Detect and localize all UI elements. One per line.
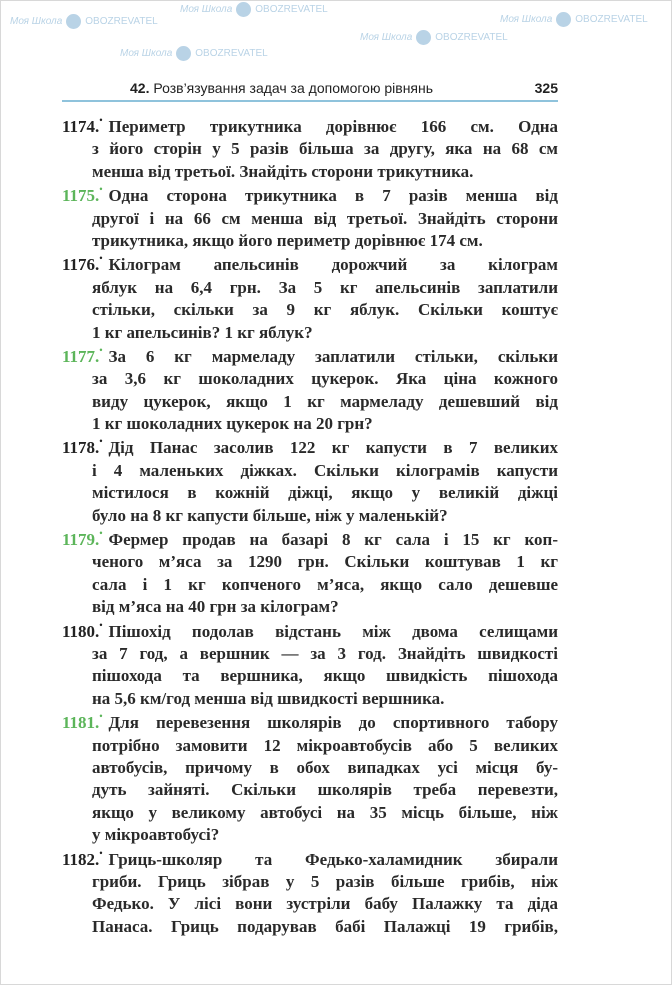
problem-number-text: 1180.: [62, 621, 100, 641]
problem-1182: [62, 849, 558, 939]
obozrevatel-logo-icon: [66, 14, 81, 29]
problem-1176: [62, 254, 558, 344]
problem-line: [62, 299, 558, 321]
problem-line: [62, 779, 558, 801]
problem-number: [62, 185, 102, 207]
problem-text: менша від третьої. Знайдіть сторони трикутника.: [92, 161, 474, 181]
watermark-brand: Моя Школа: [360, 32, 413, 43]
problem-line: [62, 208, 558, 230]
problem-text: Кілограм апельсинів дорожчий за кілограм: [108, 255, 558, 275]
problem-line: [62, 368, 558, 390]
obozrevatel-logo-icon: [176, 46, 191, 61]
problem-text: з його сторін у 5 разів більша за другу, яка на 68 см: [92, 139, 558, 159]
problem-text: За 6 кг мармеладу заплатили стільки, скільки: [108, 346, 558, 366]
difficulty-mark: •: [99, 184, 103, 195]
watermark: [120, 46, 268, 61]
watermark-partner: OBOZREVATEL: [255, 4, 328, 15]
problem-line: [62, 665, 558, 687]
problem-text: якщо у великому автобусі на 35 місць більше, ніж: [92, 802, 558, 822]
problem-line: [62, 277, 558, 299]
problem-line: [62, 688, 558, 710]
section-title-text: Розв’язування задач за допомогою рівнянь: [153, 80, 434, 96]
problem-line: [62, 346, 558, 368]
problem-line: [62, 849, 558, 871]
running-header: [62, 76, 558, 102]
problem-text: Гриць-школяр та Федько-халамидник збирали: [108, 849, 558, 869]
problem-number-text: 1179.: [62, 530, 100, 550]
problem-text: стільки, скільки за 9 кг яблук. Скільки коштує: [92, 300, 558, 320]
problem-1178: [62, 437, 558, 527]
problem-number-text: 1175.: [62, 186, 100, 206]
problem-text: на 5,6 км/год менша від швидкості вершника.: [92, 688, 445, 708]
problem-text: у мікроавтобусі?: [92, 825, 220, 845]
problem-line: [62, 116, 558, 138]
problem-text: Федько. У лісі вони зустріли бабу Палажку та діда: [92, 894, 558, 914]
watermark-partner: OBOZREVATEL: [435, 32, 508, 43]
watermark-brand: Моя Школа: [10, 16, 63, 27]
problem-line: [62, 529, 558, 551]
problem-text: дуть зайняті. Скільки школярів треба перевезти,: [92, 780, 558, 800]
difficulty-mark: •: [99, 115, 103, 125]
problem-line: [62, 413, 558, 435]
obozrevatel-logo-icon: [236, 2, 251, 17]
problem-line: [62, 551, 558, 573]
difficulty-mark: •: [99, 847, 103, 858]
problem-number-text: 1177.: [62, 346, 100, 366]
problem-text: за 3,6 кг шоколадних цукерок. Яка ціна кожного: [92, 369, 558, 389]
watermark-brand: Моя Школа: [500, 14, 553, 25]
problem-line: [62, 871, 558, 893]
difficulty-mark: •: [99, 344, 103, 355]
difficulty-mark: •: [99, 711, 103, 722]
obozrevatel-logo-icon: [416, 30, 431, 45]
problem-number: [62, 437, 102, 459]
problem-text: було на 8 кг капусти більше, ніж у маленькій?: [92, 505, 448, 525]
problem-text: гриби. Гриць зібрав у 5 разів більше грибів, ніж: [92, 871, 558, 891]
problem-line: [62, 596, 558, 618]
problem-text: Дід Панас засолив 122 кг капусти в 7 великих: [108, 438, 558, 458]
problem-number-text: 1182.: [62, 849, 100, 869]
problem-text: Панаса. Гриць подарував бабі Палажці 19 грибів,: [92, 916, 558, 936]
problem-line: [62, 735, 558, 757]
problem-number-text: 1178.: [62, 438, 100, 458]
watermark: [360, 30, 508, 45]
problem-line: [62, 505, 558, 527]
problem-line: [62, 161, 558, 183]
problem-text: 1 кг апельсинів? 1 кг яблук?: [92, 322, 313, 342]
problem-text: Периметр трикутника дорівнює 166 см. Одна: [108, 117, 558, 136]
difficulty-mark: •: [99, 528, 103, 539]
problem-line: [62, 916, 558, 938]
problem-line: [62, 824, 558, 846]
problem-text: виду цукерок, якщо 1 кг мармеладу дешевший від: [92, 391, 558, 411]
problem-1175: [62, 185, 558, 252]
problem-number-text: 1181.: [62, 713, 100, 733]
problem-1180: [62, 621, 558, 711]
page-number: 325: [534, 80, 558, 96]
problem-number: [62, 254, 102, 276]
problem-text: ченого м’яса за 1290 грн. Скільки коштував 1 кг: [92, 552, 558, 572]
problem-text: містилося в кожній діжці, якщо у великій діжці: [92, 483, 558, 503]
problem-text: сала і 1 кг копченого м’яса, якщо сало дешевше: [92, 574, 558, 594]
problem-text: 1 кг шоколадних цукерок на 20 грн?: [92, 414, 373, 434]
watermark-partner: OBOZREVATEL: [195, 48, 268, 59]
problem-text: і 4 маленьких діжках. Скільки кілограмів капусти: [92, 460, 558, 480]
watermark-brand: Моя Школа: [180, 4, 233, 15]
watermark: [180, 2, 328, 17]
problems-list: [62, 116, 558, 940]
problem-line: [62, 254, 558, 276]
problem-line: [62, 893, 558, 915]
problem-text: Фермер продав на базарі 8 кг сала і 15 кг коп-: [108, 530, 558, 550]
watermark: [10, 14, 158, 29]
watermark-brand: Моя Школа: [120, 48, 173, 59]
problem-number-text: 1176.: [62, 255, 100, 275]
problem-text: яблук на 6,4 грн. За 5 кг апельсинів заплатили: [92, 277, 558, 297]
obozrevatel-logo-icon: [556, 12, 571, 27]
problem-text: трикутника, якщо його периметр дорівнює 174 см.: [92, 230, 483, 250]
section-title: [130, 80, 433, 96]
problem-line: [62, 391, 558, 413]
problem-line: [62, 574, 558, 596]
problem-1181: [62, 712, 558, 846]
problem-text: автобусів, причому в обох випадках усі місця бу-: [92, 757, 558, 777]
problem-1177: [62, 346, 558, 436]
problem-number: [62, 849, 102, 871]
problem-line: [62, 757, 558, 779]
problem-text: Пішохід подолав відстань між двома селищами: [108, 621, 558, 641]
problem-text: за 7 год, а вершник — за 3 год. Знайдіть швидкості: [92, 643, 558, 663]
problem-1179: [62, 529, 558, 619]
watermark-partner: OBOZREVATEL: [575, 14, 648, 25]
watermark-partner: OBOZREVATEL: [85, 16, 158, 27]
problem-text: потрібно замовити 12 мікроавтобусів або 5 великих: [92, 735, 558, 755]
problem-line: [62, 482, 558, 504]
problem-line: [62, 185, 558, 207]
difficulty-mark: •: [99, 253, 103, 264]
section-number: 42.: [130, 80, 150, 96]
problem-number: [62, 712, 102, 734]
problem-line: [62, 437, 558, 459]
problem-number: [62, 621, 102, 643]
problem-text: від м’яса на 40 грн за кілограм?: [92, 597, 339, 617]
problem-line: [62, 138, 558, 160]
problem-number: [62, 346, 102, 368]
problem-line: [62, 322, 558, 344]
problem-line: [62, 621, 558, 643]
difficulty-mark: •: [99, 436, 103, 447]
problem-text: Для перевезення школярів до спортивного табору: [108, 713, 558, 733]
difficulty-mark: •: [99, 619, 103, 630]
problem-line: [62, 712, 558, 734]
problem-text: Одна сторона трикутника в 7 разів менша від: [108, 186, 558, 206]
problem-line: [62, 802, 558, 824]
watermark: [500, 12, 648, 27]
problem-number-text: 1174.: [62, 117, 100, 136]
problem-line: [62, 460, 558, 482]
problem-1174: [62, 116, 558, 183]
problem-text: пішохода та вершника, якщо швидкість пішохода: [92, 666, 558, 686]
problem-number: [62, 116, 102, 138]
problem-number: [62, 529, 102, 551]
problem-line: [62, 643, 558, 665]
problem-text: другої і на 66 см менша від третьої. Знайдіть сторони: [92, 208, 558, 228]
problem-line: [62, 230, 558, 252]
